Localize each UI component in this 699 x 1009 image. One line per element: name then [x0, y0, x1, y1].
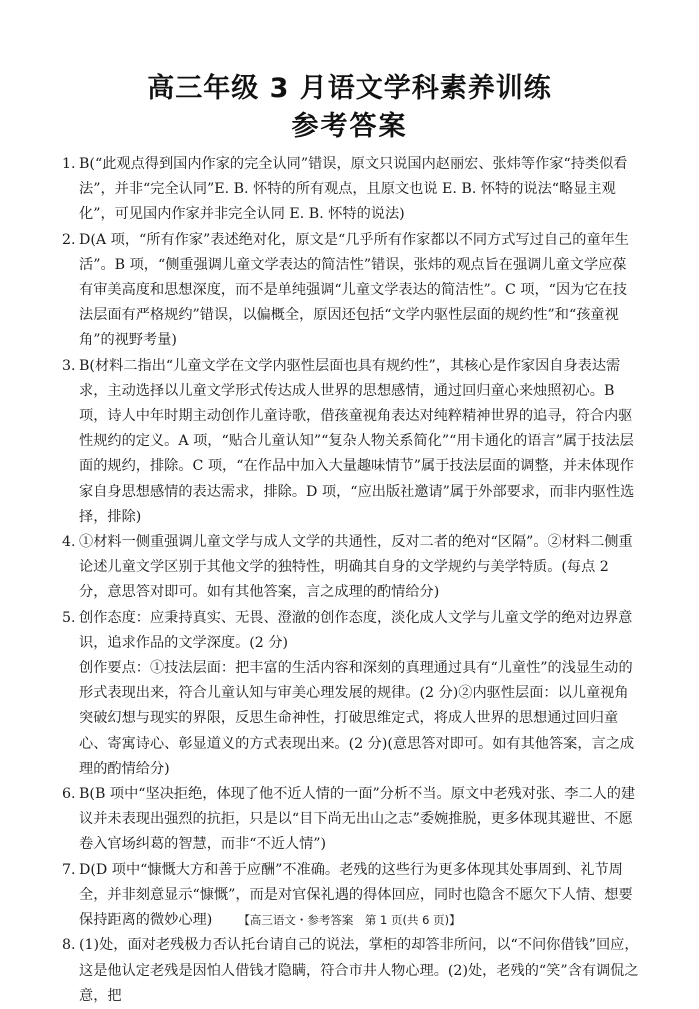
question-number: 8.: [62, 937, 76, 954]
answer-item-6: [62, 782, 640, 858]
answer-item-3: [62, 354, 640, 530]
question-number: 2.: [62, 231, 76, 248]
answer-text: B(“此观点得到国内作家的完全认同”错误，原文只说国内赵丽宏、张炜等作家“持类似看法”，并非“完全认同”E. B. 怀特的所有观点，且原文也说 E. B. 怀特的说法“略显主观化”，可见国内作家并非完全认同 E. B. 怀特的说法): [79, 156, 628, 223]
answer-text: D(D 项中“慷慨大方和善于应酬”不准确。老残的这些行为更多体现其处事周到、礼节周全，并非刻意显示“慷慨”，而是对官保礼遇的得体回应，同时也隐含不愿欠下人情、想要保持距离的微妙心理): [79, 861, 633, 929]
answers-list: [62, 152, 640, 1009]
answer-item-5: [62, 606, 640, 782]
question-number: 7.: [62, 861, 76, 878]
answer-text-continued: 创作要点：①技法层面：把丰富的生活内容和深刻的真理通过具有“儿童性”的浅显生动的形式表现出来，符合儿童认知与审美心理发展的规律。(2 分)②内驱性层面：以儿童视角突破幻想与现实的界限，反思生命神性，打破思维定式，将成人世界的思想通过回归童心、寄寓诗心、彰显道义的方式表现出来。(2 分)(意思答对即可。如有其他答案，言之成理的酌情给分): [79, 660, 635, 777]
page-footer: 【高三语文・参考答案 第 1 页(共 6 页)】: [238, 913, 461, 927]
answer-text: B(材料二指出“儿童文学在文学内驱性层面也具有规约性”，其核心是作家因自身表达需求，主动选择以儿童文学形式传达成人世界的思想感情，通过回归童心来烛照初心。B 项，诗人中年时期主动创作儿童诗歌，借孩童视角表达对纯粹精神世界的追寻，符合内驱性规约的定义。A 项，“贴合儿童认知”“复杂人物关系简化”“用卡通化的语言”属于技法层面的规约，排除。C 项，“在作品中加入大量趣味情节”属于技法层面的调整，并未体现作家自身思想感情的表达需求，排除。D 项，“应出版社邀请”属于外部要求，而非内驱性选择，排除): [79, 357, 635, 525]
answer-text: B(B 项中“坚决拒绝，体现了他不近人情的一面”分析不当。原文中老残对张、李二人的建议并未表现出强烈的抗拒，只是以“目下尚无出山之志”委婉推脱，更多体现其避世、不愿卷入官场纠葛的智慧，而非“不近人情”): [79, 786, 636, 853]
question-number: 5.: [62, 609, 76, 626]
answer-item-8: [62, 933, 640, 1009]
answer-text: 创作态度：应秉持真实、无畏、澄澈的创作态度，淡化成人文学与儿童文学的绝对边界意识，追求作品的文学深度。(2 分): [79, 609, 633, 651]
question-number: 3.: [62, 357, 76, 374]
answer-text: D(A 项，“所有作家”表述绝对化，原文是“几乎所有作家都以不同方式写过自己的童年生活”。B 项，“侧重强调儿童文学表达的简洁性”错误，张炜的观点旨在强调儿童文学应葆有审美高度和思想深度，而不是单纯强调“儿童文学表达的简洁性”。C 项，“因为它在技法层面有严格规约”错误，以偏概全，原因还包括“文学内驱性层面的规约性”和“孩童视角”的视野考量): [79, 231, 629, 349]
answer-text: (1)处，面对老残极力否认托台请自己的说法，掌柜的却答非所问，以“不问你借钱”回应，这是他认定老残是因怕人借钱才隐瞒，符合市井人物心理。(2)处，老残的“笑”含有调侃之意，把: [79, 937, 639, 1004]
question-number: 1.: [62, 156, 76, 172]
answer-item-2: [62, 228, 640, 354]
question-number: 6.: [62, 786, 76, 803]
question-number: 4.: [62, 534, 76, 551]
answer-item-4: [62, 530, 640, 606]
page-title: 高三年级 3 月语文学科素养训练: [147, 73, 552, 104]
page-subtitle: 参考答案: [291, 111, 408, 142]
answer-item-1: [62, 152, 640, 228]
answer-text: ①材料一侧重强调儿童文学与成人文学的共通性，反对二者的绝对“区隔”。②材料二侧重论述儿童文学区别于其他文学的独特性，明确其自身的文学规约与美学特质。(每点 2 分，意思答对即可。如有其他答案，言之成理的酌情给分): [79, 534, 633, 601]
